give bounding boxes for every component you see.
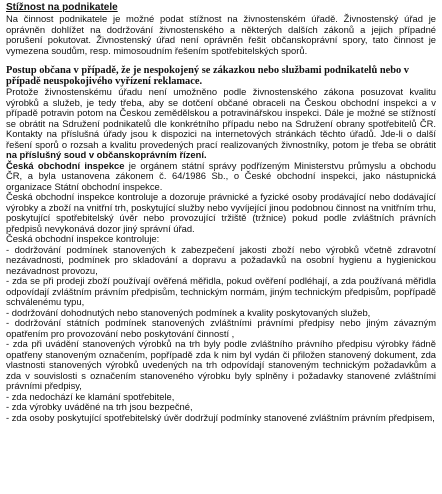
paragraph-coi-intro: [6, 161, 436, 193]
list-item: - dodržování podmínek stanovených k zabezpečení jakosti zboží nebo výrobků včetně zdravotní nezávadnosti, podmínek pro skladování a dopravu a požadavků na osobní hygienu a hygienickou nezávadnost provozu,: [6, 243, 436, 276]
coi-name: Česká obchodní inspekce: [6, 159, 125, 171]
paragraph-procedure-bold: na příslušný soud v občanskoprávním řízení.: [6, 149, 207, 161]
list-item: - dodržování dohodnutých nebo stanovených podmínek a kvality poskytovaných služeb,: [6, 306, 371, 318]
list-item: - zda osoby poskytující spotřebitelský úvěr dodržují podmínky stanovené zvláštním právním předpisem,: [6, 411, 435, 423]
coi-checks-list: [6, 245, 436, 424]
section-heading-complaint: Stížnost na podnikatele: [6, 2, 118, 13]
section-heading-procedure: Postup občana v případě, že je nespokojený se zákazkou nebo službami podnikatelů nebo v případě neuspokojivého vyřízení reklamace.: [6, 65, 409, 88]
list-item: - zda se při prodeji zboží používají ověřená měřidla, pokud ověření podléhají, a zda používaná měřidla odpovídají zvláštním právním předpisům, technickým normám, jiným technickým předpisům, popřípadě schválenému typu,: [6, 275, 436, 308]
paragraph-procedure: [6, 87, 436, 161]
paragraph-complaint: Na činnost podnikatele je možné podat stížnost na živnostenském úřadě. Živnostenský úřad je oprávněn dohlížet na dodržování živnostenského a některých dalších zákonů a jejich případné porušení pokutovat. Živnostenský úřad není oprávněn řešit občanskoprávní spory, tato činnost je vymezena soudům, resp. mimosoudním řešením spotřebitelských sporů.: [6, 13, 436, 56]
list-item: - zda výrobky uváděné na trh jsou bezpečné,: [6, 401, 193, 413]
spacer: [6, 56, 436, 65]
list-item: - zda při uvádění stanovených výrobků na trh byly podle zvláštního právního předpisu výrobky řádně opatřeny stanoveným označením, popřípadě zda k nim byl vydán či přiložen stanovený dokument, zda vlastnosti stanovených výrobků uvedených na trh odpovídají stanoveným technickým požadavkům a zda v souvislosti s označením stanoveného výrobku byly splněny i požadavky stanovené zvláštními právními předpisy,: [6, 338, 436, 392]
coi-intro-text: je orgánem státní správy podřízeným Ministerstvu průmyslu a obchodu ČR, a byla ustanovena zákonem č. 64/1986 Sb., o České obchodní inspekci, jako nástupnická organizace Státní obchodní inspekce.: [6, 159, 436, 192]
paragraph-procedure-text: Protože živnostenskému úřadu není umožněno podle živnostenského zákona posuzovat kvalitu výrobků a služeb, je tedy třeba, aby se dotčení občané obraceli na Českou obchodní inspekci a v případě potravin potom na Českou zemědělskou a potravinářskou inspekci. Dále je možné se stížností se obrátit na Sdružení podnikatelů dle konkrétního případu nebo na Sdružení obrany spotřebitelů ČR. Kontakty na příslušná úřady jsou k dispozici na internetových stránkách těchto úřadů. Jde-li o další řešení sporů o rozsah a kvalitu provedených prací realizovaných živnostníky, potom je třeba se obrátit: [6, 86, 436, 150]
list-item: - dodržování státních podmínek stanovených zvláštními právními předpisy nebo jiným závazným opatřením pro provozování nebo poskytování činností ,: [6, 317, 436, 339]
paragraph-coi-scope: Česká obchodní inspekce kontroluje a dozoruje právnické a fyzické osoby prodávající nebo dodávající výrobky a zboží na vnitřní trh, poskytující služby nebo vyvíjející jinou podobnou činnost na vnitřním trhu, poskytující spotřebitelský úvěr nebo provozující tržiště (tržnice) pokud podle zvláštních právních předpisů nevykonává dozor jiný správní úřad.: [6, 191, 436, 234]
list-item: - zda nedochází ke klamání spotřebitele,: [6, 390, 175, 402]
coi-list-intro: Česká obchodní inspekce kontroluje:: [6, 233, 160, 245]
